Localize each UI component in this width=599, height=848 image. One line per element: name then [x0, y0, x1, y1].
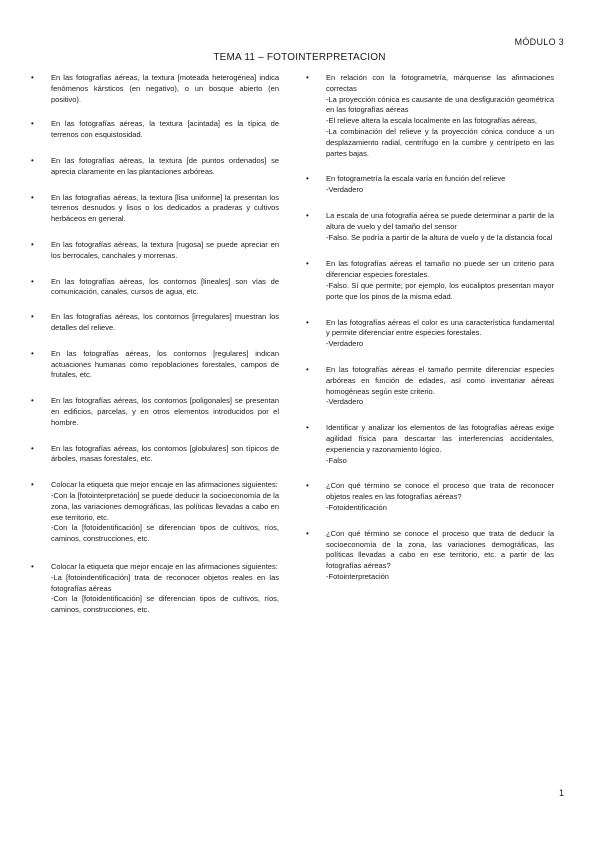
item-text: En las fotografías aéreas, los contornos [globulares] son típicos de árboles, masas forestales, etc. — [51, 443, 279, 464]
bullet-icon: • — [306, 528, 309, 538]
item-text: -Con la [fotointerpretación] se puede deducir la socioeconomía de la zona, las variaciones demográficas, las políticas llevadas a cabo en ese territorio, etc. — [51, 490, 279, 522]
item-text: -Falso — [326, 455, 347, 465]
right-list-item — [306, 365, 554, 408]
item-text: En las fotografías aéreas, la textura [moteada heterogénea] indica fenómenos kársticos (en negativo), o un bosque abierto (en positivo). — [51, 73, 279, 104]
item-text: En fotogrametría la escala varía en función del relieve — [326, 174, 506, 184]
item-text: -Falso. Se podría a partir de la altura de vuelo y de la distancia focal — [326, 232, 553, 242]
left-list-item — [31, 277, 279, 299]
bullet-icon: • — [31, 443, 34, 453]
right-list-item — [306, 73, 554, 159]
bullet-icon: • — [31, 348, 34, 358]
item-text: En las fotografías aéreas, la textura [acintada] es la típica de terrenos con esquistosidad. — [51, 119, 279, 140]
item-text: -Falso. Sí que permite; por ejemplo, los eucaliptos presentan mayor porte que los pinos de la misma edad. — [326, 280, 554, 301]
page-title: TEMA 11 – FOTOINTERPRETACION — [213, 52, 386, 63]
bullet-icon: • — [31, 396, 34, 406]
item-text: En las fotografías aéreas, la textura [lisa uniforme] la presentan los terrenos desnudos y lisos o los dedicados a praderas y cultivos herbáceos en general. — [51, 192, 279, 224]
left-list-item — [31, 444, 279, 466]
item-text: -Verdadero — [326, 397, 364, 407]
right-list-item — [306, 529, 554, 583]
item-text: En las fotografías aéreas, la textura [rugosa] se puede apreciar en los berrocales, canchales y morrenas. — [51, 239, 279, 260]
item-text: -La proyección cónica es causante de una desfiguración geométrica en las fotografías aéreas — [326, 94, 554, 115]
left-column — [31, 73, 279, 616]
bullet-icon: • — [31, 239, 34, 249]
right-list-item — [306, 318, 554, 350]
bullet-icon: • — [31, 561, 34, 571]
item-text: -Verdadero — [326, 185, 364, 195]
item-text: En las fotografías aéreas, los contornos [lineales] son vías de comunicación, canales, cursos de agua, etc. — [51, 276, 279, 297]
item-text: Colocar la etiqueta que mejor encaje en las afirmaciones siguientes: — [51, 480, 278, 490]
right-column — [306, 73, 554, 583]
bullet-icon: • — [306, 317, 309, 327]
item-text: -Con la [fotoidentificación] se diferencian tipos de cultivos, ríos, caminos, construcciones, etc. — [51, 594, 279, 615]
bullet-icon: • — [31, 312, 34, 322]
bullet-icon: • — [306, 481, 309, 491]
item-text: En las fotografías aéreas, los contornos [poligonales] se presentan en edificios, parcelas, y en otros elementos introducidos por el hombre. — [51, 396, 279, 427]
page-number: 1 — [558, 788, 564, 798]
left-list-item — [31, 240, 279, 262]
item-text: -Con la [fotoidentificación] se diferencian tipos de cultivos, ríos, caminos, construcciones, etc. — [51, 523, 279, 544]
left-list-item — [31, 156, 279, 178]
right-list-item — [306, 259, 554, 302]
left-list-item — [31, 396, 279, 428]
bullet-icon: • — [306, 174, 309, 184]
right-list-item — [306, 174, 554, 196]
item-text: En las fotografías aéreas, los contornos [irregulares] muestran los detalles del relieve. — [51, 312, 279, 332]
bullet-icon: • — [306, 423, 309, 433]
item-text: En las fotografías aéreas el tamaño no puede ser un criterio para diferenciar especies forestales. — [326, 259, 554, 280]
bullet-icon: • — [31, 73, 34, 82]
item-text: En las fotografías aéreas, los contornos [regulares] indican actuaciones humanas como repoblaciones forestales, campos de frutales, etc. — [51, 348, 279, 380]
bullet-icon: • — [31, 155, 34, 165]
right-list-item — [306, 423, 554, 466]
item-text: La escala de una fotografía aérea se puede determinar a partir de la altura de vuelo y del tamaño del sensor — [326, 210, 554, 231]
item-text: Colocar la etiqueta que mejor encaje en las afirmaciones siguientes: — [51, 561, 278, 571]
left-list-item — [31, 312, 279, 334]
left-list-item — [31, 73, 279, 105]
item-text: -Fotointerpretación — [326, 571, 389, 581]
item-text: ¿Con qué término se conoce el proceso que trata de reconocer objetos reales en las fotografías aéreas? — [326, 481, 554, 502]
left-list-item — [31, 193, 279, 225]
item-text: En las fotografías aéreas el tamaño permite diferenciar especies arbóreas en función de edades, así como inventariar aéreas homogéneas según este criterio. — [326, 364, 554, 396]
item-text: En relación con la fotogrametría, márquense las afirmaciones correctas — [326, 73, 554, 93]
left-list-item — [31, 119, 279, 141]
item-text: -El relieve altera la escala localmente en las fotografías aéreas, — [326, 116, 537, 126]
item-text: -La combinación del relieve y la proyección cónica conduce a un desplazamiento radial, centrífugo en la cumbre y centrípeto en las partes bajas. — [326, 126, 554, 158]
item-text: -Verdadero — [326, 339, 364, 349]
left-list-item — [31, 480, 279, 545]
left-list-item — [31, 349, 279, 381]
bullet-icon: • — [306, 259, 309, 269]
right-list-item — [306, 211, 554, 243]
bullet-icon: • — [31, 480, 34, 490]
item-text: En las fotografías aéreas, la textura [de puntos ordenados] se aprecia claramente en las plantaciones arbóreas. — [51, 155, 279, 176]
bullet-icon: • — [31, 192, 34, 202]
left-list-item — [31, 562, 279, 616]
item-text: -Fotoidentificación — [326, 502, 387, 512]
item-text: -La [fotoindentificación] trata de reconocer objetos reales en las fotografías aéreas — [51, 572, 279, 593]
bullet-icon: • — [306, 210, 309, 220]
bullet-icon: • — [306, 73, 309, 82]
right-list-item — [306, 481, 554, 513]
bullet-icon: • — [31, 119, 34, 129]
bullet-icon: • — [31, 276, 34, 286]
item-text: Identificar y analizar los elementos de las fotografías aéreas exige agilidad física para descartar las interferencias accidentales, experiencia y razonamiento lógico. — [326, 423, 554, 454]
module-label: MÓDULO 3 — [514, 37, 564, 47]
item-text: En las fotografías aéreas el color es una característica fundamental y permite diferenciar entre especies forestales. — [326, 317, 554, 338]
bullet-icon: • — [306, 364, 309, 374]
item-text: ¿Con qué término se conoce el proceso que trata de deducir la socioeconomía de la zona, las variaciones demográficas, las políticas llevadas a cabo en ese territorio, etc. a partir de las fotografías aéreas? — [326, 528, 554, 571]
